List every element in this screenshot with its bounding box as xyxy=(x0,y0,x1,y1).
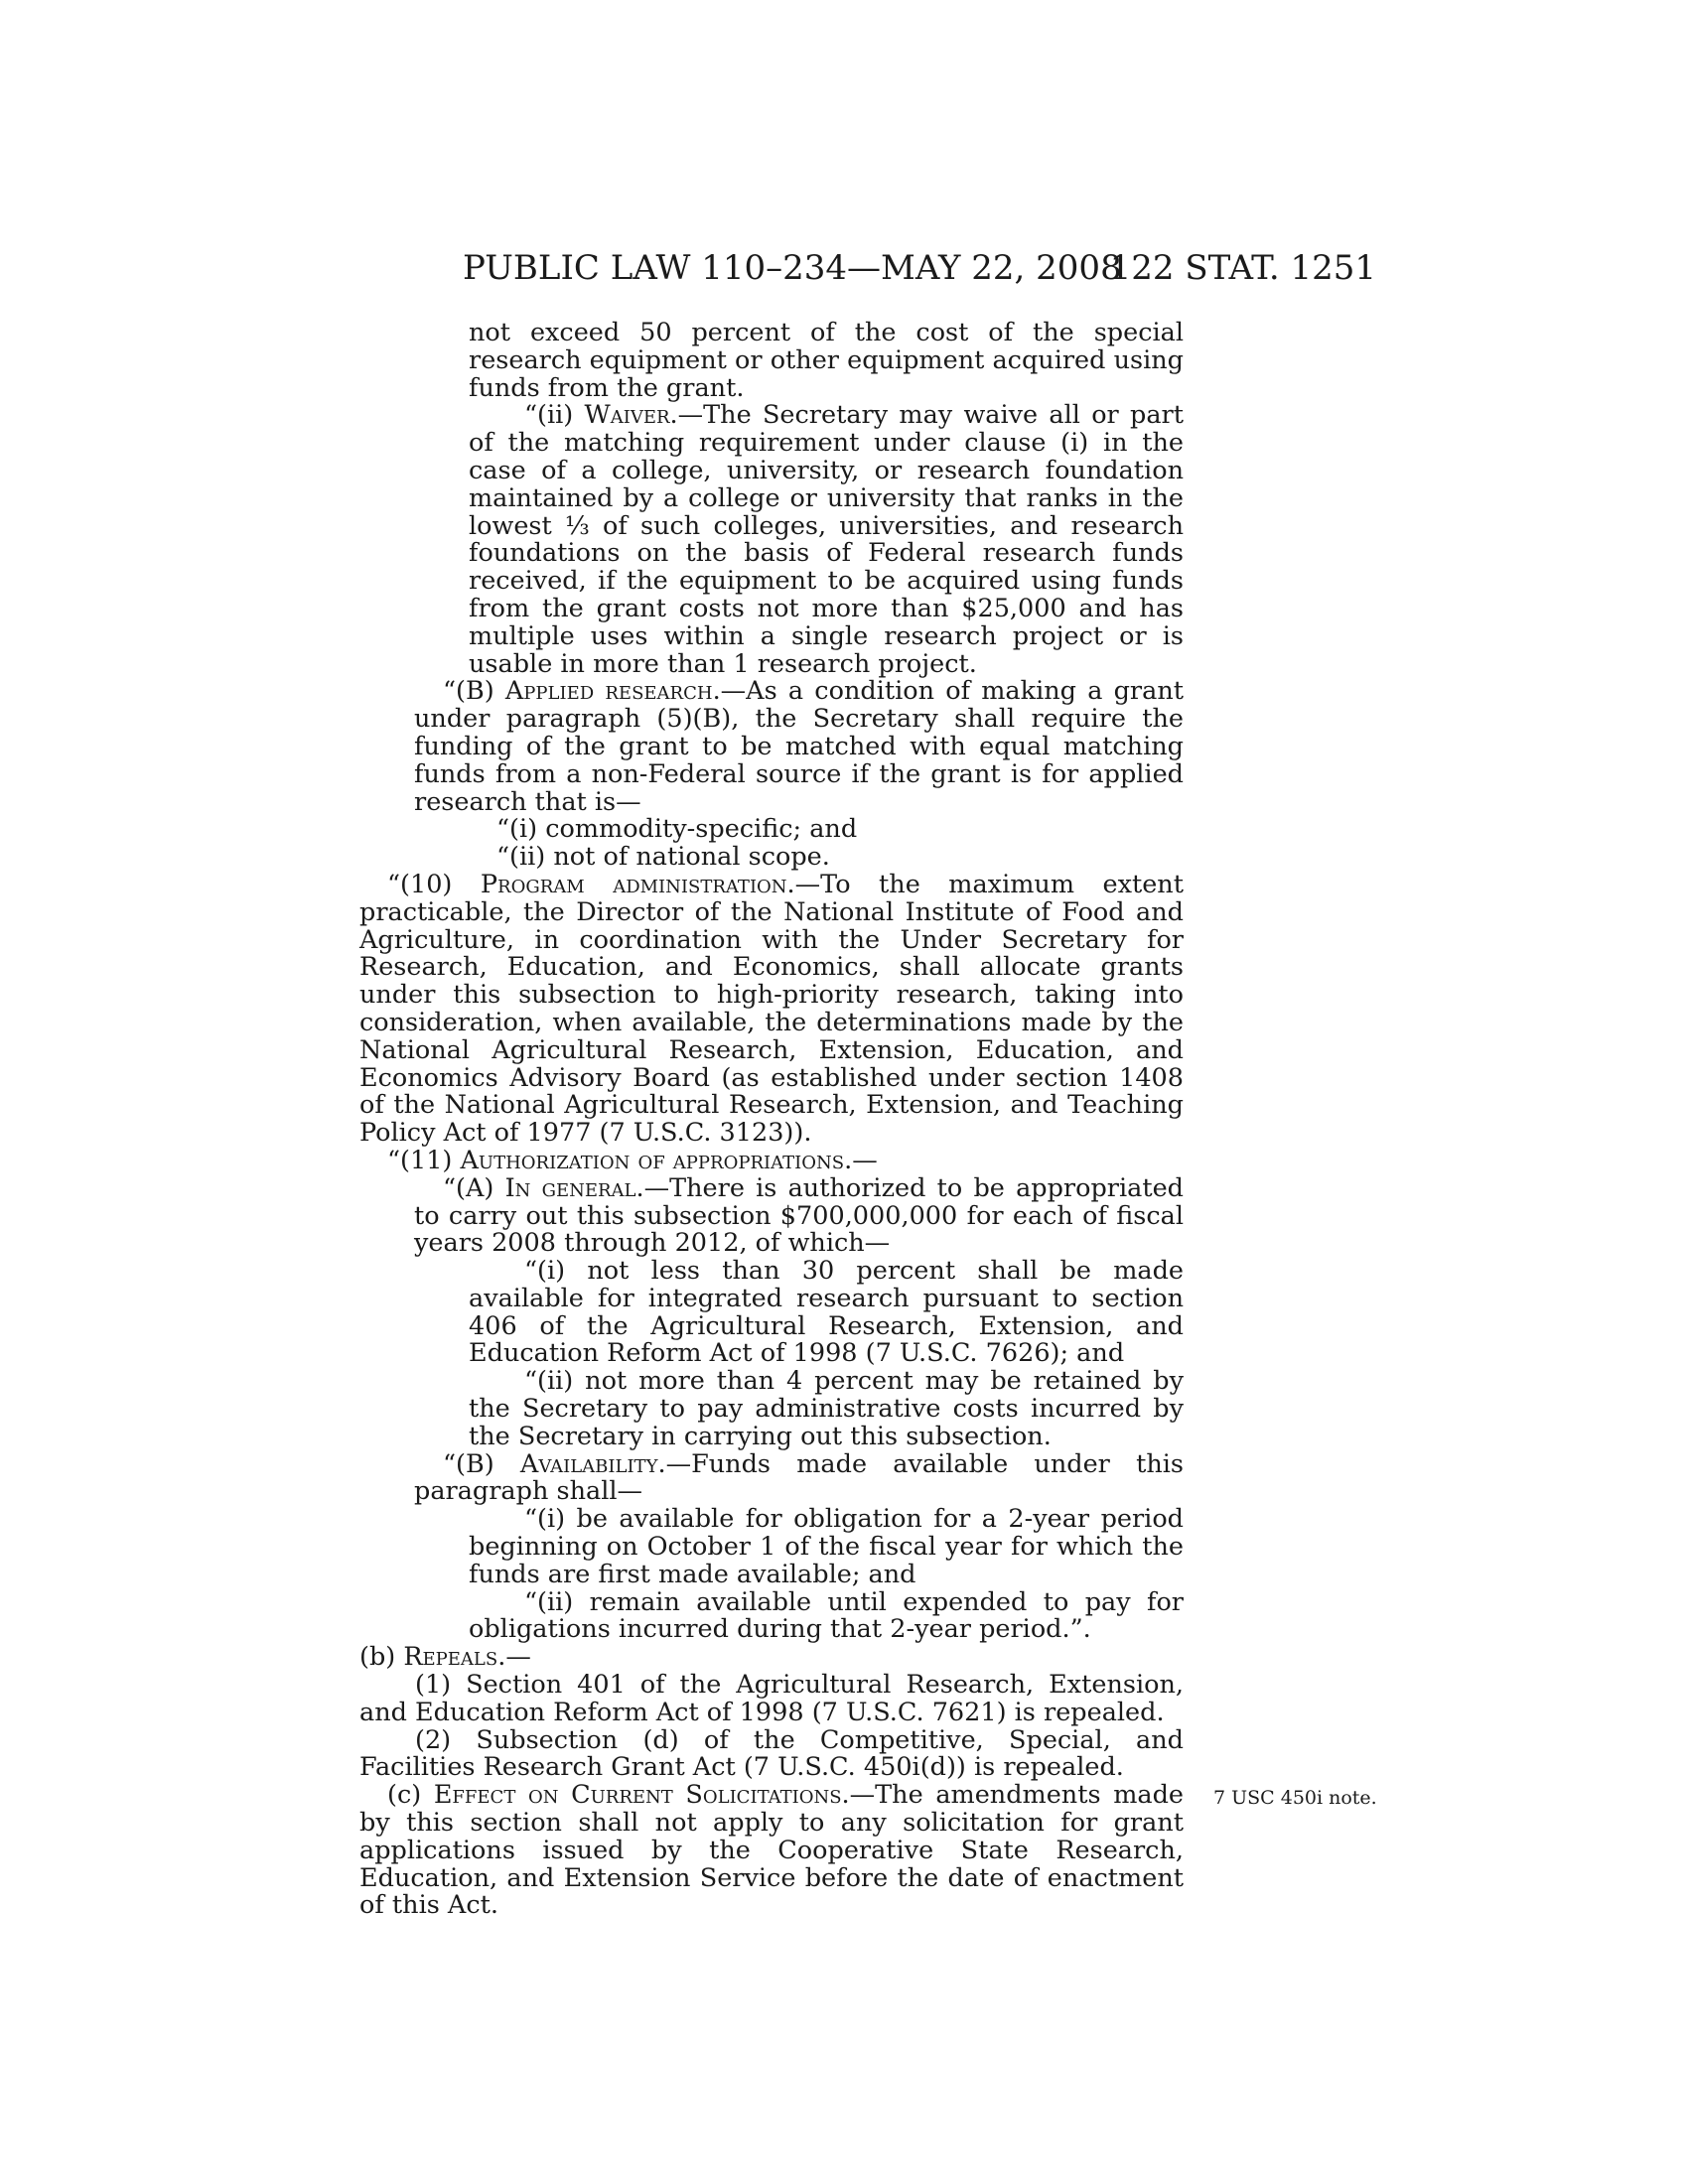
paragraph-text: not exceed 50 percent of the cost of the special research equipment or other equipment acquired using funds from the grant. xyxy=(469,318,1184,403)
paragraph xyxy=(359,1782,1184,1920)
paragraph xyxy=(359,869,1184,1149)
paragraph xyxy=(359,1724,1184,1783)
paragraph-heading: Waiver. xyxy=(584,400,678,431)
paragraph-text: —There is authorized to be appropriated to carry out this subsection $700,000,000 for each of fiscal years 2008 through 2012, of which— xyxy=(414,1172,1184,1259)
running-header-title: PUBLIC LAW 110–234—MAY 22, 2008 xyxy=(463,248,1122,288)
paragraph xyxy=(359,1448,1184,1507)
paragraph-heading: Availability. xyxy=(519,1448,666,1479)
paragraph-text: “(ii) remain available until expended to pay for obligations incurred during that 2-year period.”. xyxy=(469,1586,1184,1645)
paragraph-text: —The amendments made by this section shall not apply to any solicitation for grant applications issued by the Cooperative State Research, Education, and Extension Service before the date of enactment of this Act. xyxy=(359,1780,1184,1921)
paragraph xyxy=(359,816,1184,844)
paragraph xyxy=(359,1145,1184,1175)
paragraph-heading: Repeals. xyxy=(403,1642,506,1673)
paragraph-text: “(ii) not of national scope. xyxy=(496,842,830,873)
paragraph-lead: “(A) xyxy=(443,1172,505,1203)
paragraph-heading: In general. xyxy=(504,1172,644,1203)
paragraph-lead: “(10) xyxy=(387,869,481,899)
paragraph-text: — xyxy=(505,1642,531,1673)
statute-body xyxy=(359,320,1184,1920)
paragraph xyxy=(359,1368,1184,1450)
paragraph-text: —As a condition of making a grant under paragraph (5)(B), the Secretary shall require the funding of the grant to be matched with equal matching funds from a non-Federal source if the grant is for applied research that is— xyxy=(414,676,1184,817)
paragraph xyxy=(359,1644,1184,1672)
paragraph-lead: “(B) xyxy=(443,1448,520,1479)
paragraph-text: “(i) commodity-specific; and xyxy=(496,814,858,845)
paragraph-text: (1) Section 401 of the Agricultural Research, Extension, and Education Reform Act of 1998 (7 U.S.C. 7621) is repealed. xyxy=(359,1670,1184,1727)
paragraph-text: “(ii) not more than 4 percent may be retained by the Secretary to pay administrative costs incurred by the Secretary in carrying out this subsection. xyxy=(469,1366,1184,1451)
paragraph-heading: Program administration. xyxy=(480,869,795,899)
paragraph-text: —To the maximum extent practicable, the Director of the National Institute of Food and Agriculture, in coordination with the Under Secretary for Research, Education, and Economics, shall allocate grants under this subsection to high-priority research, taking into consideration, when available, the determinations made by the National Agricultural Research, Extension, Education, and Economics Advisory Board (as established under section 1408 of the National Agricultural Research, Extension, and Teaching Policy Act of 1977 (7 U.S.C. 3123)). xyxy=(359,869,1184,1149)
paragraph-lead: “(ii) xyxy=(524,400,585,431)
paragraph xyxy=(359,1258,1184,1368)
paragraph-text: (2) Subsection (d) of the Competitive, Special, and Facilities Research Grant Act (7 U.S.C. 450i(d)) is repealed. xyxy=(359,1724,1184,1783)
paragraph-text: —The Secretary may waive all or part of the matching requirement under clause (i) in the case of a college, university, or research foundation maintained by a college or university that ranks in the lowest ⅓ of such colleges, universities, and research foundations on the basis of Federal research funds received, if the equipment to be acquired using funds from the grant costs not more than $25,000 and has multiple uses within a single research project or is usable in more than 1 research project. xyxy=(469,400,1184,679)
margin-note: 7 USC 450i note. xyxy=(1213,1787,1377,1809)
paragraph-lead: “(11) xyxy=(387,1145,461,1175)
paragraph-text: “(i) be available for obligation for a 2-year period beginning on October 1 of the fiscal year for which the funds are first made available; and xyxy=(469,1504,1184,1589)
paragraph xyxy=(359,320,1184,402)
running-header-page-number: 122 STAT. 1251 xyxy=(1109,248,1376,288)
paragraph xyxy=(359,1506,1184,1588)
paragraph xyxy=(359,1172,1184,1259)
paragraph-lead: (c) xyxy=(387,1780,434,1811)
paragraph-text: —Funds made available under this paragraph shall— xyxy=(414,1448,1184,1507)
paragraph xyxy=(359,678,1184,816)
paragraph-lead: (b) xyxy=(359,1642,404,1673)
paragraph xyxy=(359,1586,1184,1645)
paragraph-text: “(i) not less than 30 percent shall be made available for integrated research pursuant to section 406 of the Agricultural Research, Extension, and Education Reform Act of 1998 (7 U.S.C. 7626); and xyxy=(469,1256,1184,1369)
paragraph xyxy=(359,844,1184,872)
paragraph xyxy=(359,402,1184,678)
paragraph-heading: Applied research. xyxy=(504,676,721,707)
paragraph-heading: Authorization of appropriations. xyxy=(460,1145,853,1175)
paragraph xyxy=(359,1672,1184,1727)
paragraph-heading: Effect on Current Solicitations. xyxy=(433,1780,850,1811)
paragraph-text: — xyxy=(852,1145,878,1175)
paragraph-lead: “(B) xyxy=(443,676,505,707)
